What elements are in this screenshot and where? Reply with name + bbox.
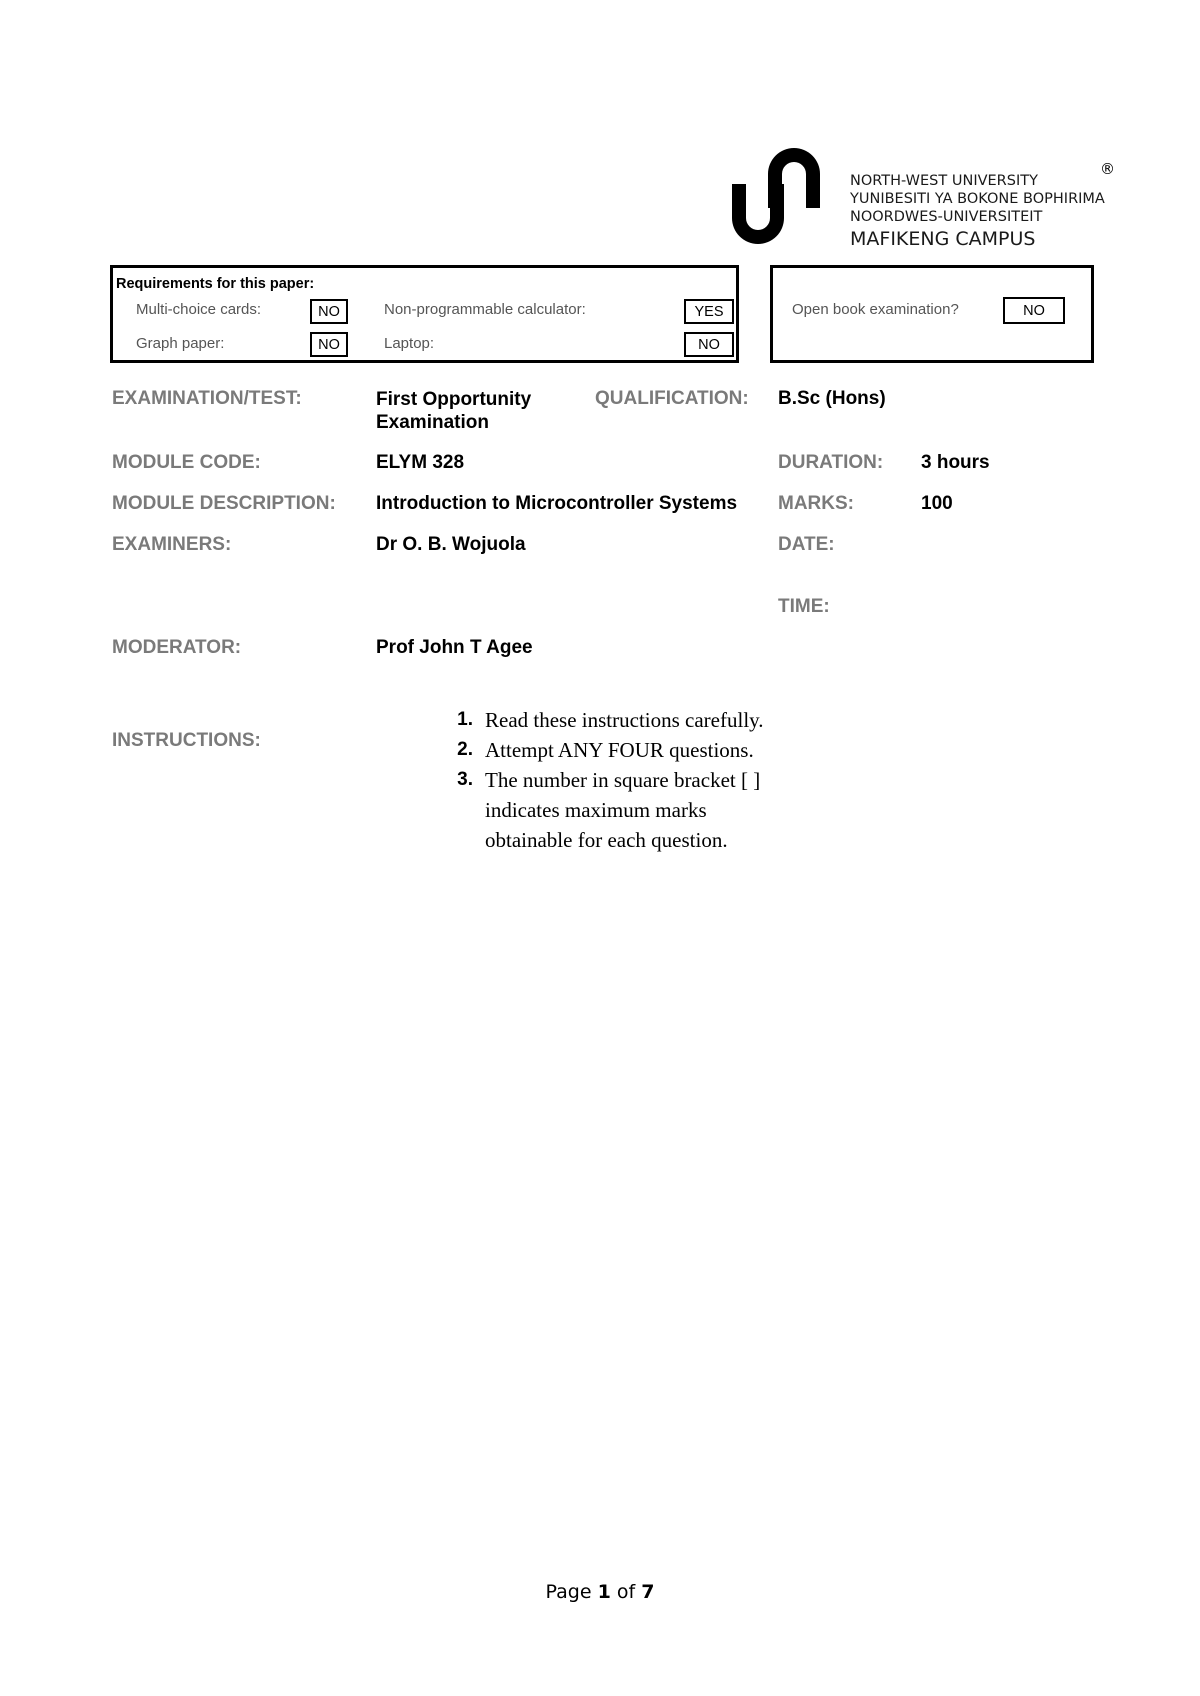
university-logo-icon xyxy=(728,140,824,252)
multi-choice-label: Multi-choice cards: xyxy=(136,301,262,318)
marks-value: 100 xyxy=(921,493,953,514)
open-book-label: Open book examination? xyxy=(792,301,959,318)
exam-value xyxy=(376,388,531,434)
instructions-list xyxy=(445,705,775,855)
examiners-value: Dr O. B. Wojuola xyxy=(376,534,526,555)
duration-label: DURATION: xyxy=(778,452,884,473)
instruction-item xyxy=(445,765,775,855)
qualification-value: B.Sc (Hons) xyxy=(778,388,886,409)
calculator-label: Non-programmable calculator: xyxy=(384,301,586,318)
university-name-afrikaans: NOORDWES-UNIVERSITEIT xyxy=(850,209,1043,225)
time-label: TIME: xyxy=(778,596,830,617)
instruction-item xyxy=(445,705,775,735)
instruction-number: 1. xyxy=(457,709,473,730)
instructions-label: INSTRUCTIONS: xyxy=(112,730,261,751)
instruction-number: 2. xyxy=(457,739,473,760)
exam-value-line2: Examination xyxy=(376,412,489,433)
instruction-text: Attempt ANY FOUR questions. xyxy=(485,738,754,762)
laptop-label: Laptop: xyxy=(384,335,435,352)
total-pages: 7 xyxy=(641,1581,655,1603)
graph-paper-value: NO xyxy=(310,332,348,357)
graph-paper-label: Graph paper: xyxy=(136,335,225,352)
registered-mark: ® xyxy=(1100,160,1115,178)
calculator-value: YES xyxy=(684,299,734,324)
module-description-value: Introduction to Microcontroller Systems xyxy=(376,493,738,514)
instruction-text: The number in square bracket [ ] indicates maximum marks obtainable for each question. xyxy=(485,768,761,852)
requirements-box xyxy=(110,265,739,363)
moderator-value: Prof John T Agee xyxy=(376,637,533,658)
exam-label: EXAMINATION/TEST: xyxy=(112,388,302,409)
laptop-value: NO xyxy=(684,332,734,357)
page-word: Page xyxy=(545,1581,592,1603)
instruction-text: Read these instructions carefully. xyxy=(485,708,764,732)
multi-choice-value: NO xyxy=(310,299,348,324)
duration-value: 3 hours xyxy=(921,452,990,473)
university-name-setswana: YUNIBESITI YA BOKONE BOPHIRIMA xyxy=(850,191,1105,207)
module-code-label: MODULE CODE: xyxy=(112,452,261,473)
instruction-number: 3. xyxy=(457,769,473,790)
marks-label: MARKS: xyxy=(778,493,854,514)
qualification-label: QUALIFICATION: xyxy=(595,388,749,409)
university-name-english: NORTH-WEST UNIVERSITY xyxy=(850,173,1038,189)
of-word: of xyxy=(616,1581,636,1603)
date-label: DATE: xyxy=(778,534,835,555)
instruction-item xyxy=(445,735,775,765)
module-description-label: MODULE DESCRIPTION: xyxy=(112,493,336,514)
open-book-value: NO xyxy=(1003,297,1065,324)
exam-value-line1: First Opportunity xyxy=(376,389,532,410)
open-book-box xyxy=(770,265,1094,363)
examiners-label: EXAMINERS: xyxy=(112,534,232,555)
campus-name: MAFIKENG CAMPUS xyxy=(850,228,1036,250)
requirements-title: Requirements for this paper: xyxy=(116,276,315,292)
module-code-value: ELYM 328 xyxy=(376,452,465,473)
current-page: 1 xyxy=(597,1581,611,1603)
page-number-footer xyxy=(0,1581,1200,1603)
moderator-label: MODERATOR: xyxy=(112,637,242,658)
